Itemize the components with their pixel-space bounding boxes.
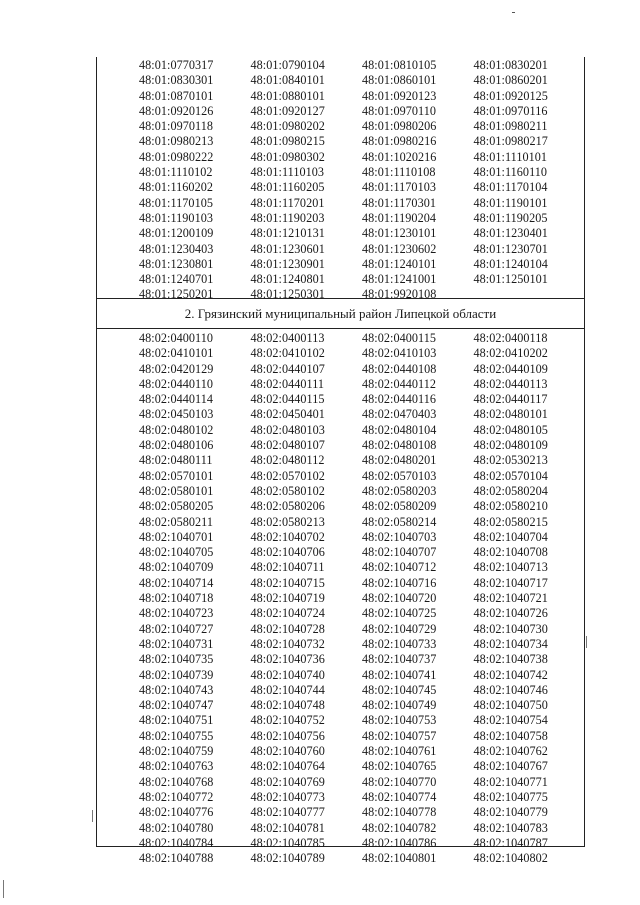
cadastral-number-cell: 48:01:0980222	[139, 149, 214, 164]
cadastral-number-cell: 48:02:0480102	[139, 422, 214, 437]
cadastral-number-cell: 48:02:0480107	[250, 438, 325, 453]
cadastral-number-cell: 48:02:1040743	[139, 682, 214, 697]
cadastral-number-cell: 48:02:0440117	[473, 392, 548, 407]
cadastral-number-cell: 48:01:1240701	[139, 272, 214, 287]
cadastral-number-cell: 48:02:0570104	[473, 468, 548, 483]
cadastral-number-cell: 48:01:0920127	[250, 103, 325, 118]
cadastral-number-cell: 48:02:1040756	[250, 728, 325, 743]
cadastral-number-cell: 48:02:0480201	[362, 453, 437, 468]
table-row	[96, 242, 585, 257]
cadastral-number-cell: 48:02:0480106	[139, 438, 214, 453]
cadastral-number-cell: 48:02:0400115	[362, 331, 437, 345]
cadastral-number-cell: 48:02:0410103	[362, 346, 437, 361]
cadastral-number-cell: 48:02:1040789	[250, 851, 325, 866]
cadastral-number-cell: 48:02:1040745	[362, 682, 437, 697]
table-row	[96, 515, 585, 530]
table-row	[96, 775, 585, 790]
cadastral-number-cell: 48:01:1110102	[139, 165, 213, 180]
table-row	[96, 438, 585, 453]
cadastral-number-cell: 48:02:1040730	[473, 621, 548, 636]
cadastral-number-cell: 48:02:0480108	[362, 438, 437, 453]
cadastral-number-cell: 48:02:0440113	[473, 376, 548, 391]
table-row	[96, 226, 585, 241]
table-row	[96, 196, 585, 211]
table-row	[96, 362, 585, 377]
table-row	[96, 545, 585, 560]
table-row	[96, 58, 585, 73]
cadastral-number-cell: 48:02:1040747	[139, 698, 214, 713]
cadastral-number-cell: 48:02:1040778	[362, 805, 437, 820]
cadastral-number-cell: 48:02:1040787	[473, 835, 548, 850]
cadastral-number-cell: 48:02:1040725	[362, 606, 437, 621]
cadastral-number-cell: 48:02:0440116	[362, 392, 437, 407]
cadastral-number-cell: 48:02:1040753	[362, 713, 437, 728]
cadastral-number-cell: 48:02:1040773	[250, 789, 325, 804]
cadastral-number-cell: 48:02:1040777	[250, 805, 325, 820]
cadastral-number-cell: 48:01:1160205	[250, 180, 325, 195]
cadastral-number-cell: 48:01:1230601	[250, 241, 325, 256]
cadastral-number-cell: 48:02:1040783	[473, 820, 548, 835]
table-row	[96, 150, 585, 165]
cadastral-number-cell: 48:02:0570101	[139, 468, 214, 483]
cadastral-number-cell: 48:01:1190103	[139, 210, 214, 225]
cadastral-number-cell: 48:02:0580214	[362, 514, 437, 529]
cadastral-number-cell: 48:01:0920125	[473, 88, 548, 103]
cadastral-number-cell: 48:02:1040802	[473, 851, 548, 866]
cadastral-number-cell: 48:02:1040711	[250, 560, 325, 575]
cadastral-number-cell: 48:02:1040735	[139, 652, 214, 667]
cadastral-number-cell: 48:02:1040703	[362, 529, 437, 544]
cadastral-number-cell: 48:02:0440115	[250, 392, 325, 407]
cadastral-number-cell: 48:01:0980211	[473, 119, 548, 134]
cadastral-number-cell: 48:01:1160110	[473, 165, 548, 180]
cadastral-number-cell: 48:02:0480103	[250, 422, 325, 437]
cadastral-number-cell: 48:02:1040769	[250, 774, 325, 789]
cadastral-number-cell: 48:02:0480104	[362, 422, 437, 437]
cadastral-number-cell: 48:02:1040752	[250, 713, 325, 728]
table-row	[96, 744, 585, 759]
cadastral-number-cell: 48:02:0570102	[250, 468, 325, 483]
table-row	[96, 729, 585, 744]
cadastral-number-cell: 48:01:0980216	[362, 134, 437, 149]
cadastral-number-cell: 48:01:1170201	[250, 195, 325, 210]
cadastral-number-cell: 48:01:0880101	[250, 88, 325, 103]
table-row	[96, 453, 585, 468]
cadastral-number-cell: 48:01:0980215	[250, 134, 325, 149]
cadastral-number-cell: 48:02:1040771	[473, 774, 548, 789]
cadastral-number-cell: 48:01:1241001	[362, 272, 437, 287]
cadastral-number-cell: 48:01:0860201	[473, 73, 548, 88]
cadastral-number-cell: 48:01:1190204	[362, 210, 437, 225]
cadastral-number-cell: 48:02:0580205	[139, 499, 214, 514]
cadastral-number-cell: 48:02:1040726	[473, 606, 548, 621]
cadastral-number-cell: 48:01:0970118	[139, 119, 214, 134]
cadastral-number-cell: 48:02:1040719	[250, 591, 325, 606]
cadastral-number-cell: 48:02:0450103	[139, 407, 214, 422]
cadastral-number-cell: 48:02:0440108	[362, 361, 437, 376]
table-row	[96, 759, 585, 774]
cadastral-number-cell: 48:02:0580101	[139, 483, 214, 498]
cadastral-number-cell: 48:02:1040707	[362, 545, 437, 560]
cadastral-number-cell: 48:01:1160202	[139, 180, 214, 195]
table-row	[96, 73, 585, 88]
cadastral-number-cell: 48:02:1040774	[362, 789, 437, 804]
table-row	[96, 576, 585, 591]
cadastral-number-cell: 48:02:1040724	[250, 606, 325, 621]
cadastral-number-cell: 48:02:1040720	[362, 591, 437, 606]
table-row	[96, 377, 585, 392]
cadastral-number-cell: 48:02:1040715	[250, 575, 325, 590]
table-row	[96, 484, 585, 499]
cadastral-number-cell: 48:02:0580209	[362, 499, 437, 514]
cadastral-number-cell: 48:02:1040781	[250, 820, 325, 835]
cadastral-number-cell: 48:02:1040728	[250, 621, 325, 636]
cadastral-number-cell: 48:01:1210131	[250, 226, 325, 241]
table-row	[96, 165, 585, 180]
cadastral-number-cell: 48:01:0860101	[362, 73, 437, 88]
cadastral-number-cell: 48:01:0970110	[362, 103, 437, 118]
cadastral-number-cell: 48:01:1240101	[362, 256, 437, 271]
cadastral-number-cell: 48:02:1040717	[473, 575, 548, 590]
scan-margin-mark	[92, 810, 93, 822]
cadastral-number-cell: 48:01:0980302	[250, 149, 325, 164]
cadastral-number-cell: 48:02:0400113	[250, 331, 325, 345]
cadastral-number-cell: 48:01:0920126	[139, 103, 214, 118]
table-row	[96, 622, 585, 637]
cadastral-number-cell: 48:02:1040748	[250, 698, 325, 713]
cadastral-number-cell: 48:02:1040729	[362, 621, 437, 636]
table-row	[96, 591, 585, 606]
cadastral-number-cell: 48:02:1040784	[139, 835, 214, 850]
cadastral-number-cell: 48:02:1040713	[473, 560, 548, 575]
cadastral-number-cell: 48:01:9920108	[362, 287, 437, 302]
cadastral-number-cell: 48:02:1040780	[139, 820, 214, 835]
cadastral-number-cell: 48:02:1040762	[473, 744, 548, 759]
table-row	[96, 134, 585, 149]
cadastral-number-cell: 48:01:1230401	[473, 226, 548, 241]
cadastral-number-cell: 48:02:1040706	[250, 545, 325, 560]
cadastral-number-cell: 48:01:1230801	[139, 256, 214, 271]
cadastral-number-cell: 48:01:1250301	[250, 287, 325, 302]
section-heading: 2. Грязинский муниципальный район Липецкой области	[184, 306, 497, 321]
cadastral-number-cell: 48:01:1200109	[139, 226, 214, 241]
cadastral-number-cell: 48:02:1040701	[139, 529, 214, 544]
cadastral-number-cell: 48:01:1190203	[250, 210, 325, 225]
cadastral-number-cell: 48:02:0400118	[473, 331, 548, 345]
table-row	[96, 104, 585, 119]
cadastral-number-cell: 48:02:0570103	[362, 468, 437, 483]
cadastral-number-cell: 48:02:1040734	[473, 636, 548, 651]
cadastral-number-cell: 48:02:1040785	[250, 835, 325, 850]
cadastral-number-cell: 48:01:0980206	[362, 119, 437, 134]
cadastral-number-cell: 48:02:1040737	[362, 652, 437, 667]
cadastral-number-cell: 48:02:0480109	[473, 438, 548, 453]
table-row	[96, 805, 585, 820]
cadastral-number-cell: 48:02:1040736	[250, 652, 325, 667]
cadastral-number-cell: 48:02:1040788	[139, 851, 214, 866]
table-row	[96, 407, 585, 422]
table-row	[96, 652, 585, 667]
cadastral-number-cell: 48:01:1230701	[473, 241, 548, 256]
cadastral-number-cell: 48:01:1170104	[473, 180, 548, 195]
cadastral-number-cell: 48:02:1040801	[362, 851, 437, 866]
table-row	[96, 89, 585, 104]
cadastral-number-cell: 48:02:1040705	[139, 545, 214, 560]
cadastral-number-cell: 48:01:0970116	[473, 103, 548, 118]
table-row	[96, 469, 585, 484]
cadastral-number-cell: 48:02:1040742	[473, 667, 548, 682]
table-row	[96, 790, 585, 805]
cadastral-number-cell: 48:02:1040749	[362, 698, 437, 713]
cadastral-number-cell: 48:02:0480111	[139, 453, 213, 468]
cadastral-number-cell: 48:01:0870101	[139, 88, 214, 103]
cadastral-number-cell: 48:01:0830301	[139, 73, 214, 88]
cadastral-number-cell: 48:02:1040767	[473, 759, 548, 774]
table-row	[96, 272, 585, 287]
cadastral-number-cell: 48:02:1040733	[362, 636, 437, 651]
cadastral-number-cell: 48:01:1110103	[250, 165, 325, 180]
cadastral-number-cell: 48:02:1040723	[139, 606, 214, 621]
table-row	[96, 851, 585, 866]
table-row	[96, 346, 585, 361]
cadastral-number-cell: 48:01:1240104	[473, 256, 548, 271]
cadastral-number-cell: 48:02:1040757	[362, 728, 437, 743]
cadastral-number-cell: 48:01:0980217	[473, 134, 548, 149]
cadastral-number-cell: 48:02:0440114	[139, 392, 214, 407]
cadastral-table-section-1	[96, 58, 585, 303]
cadastral-number-cell: 48:01:0920123	[362, 88, 437, 103]
cadastral-number-cell: 48:02:0480105	[473, 422, 548, 437]
cadastral-number-cell: 48:02:1040712	[362, 560, 437, 575]
cadastral-number-cell: 48:01:1230901	[250, 256, 325, 271]
cadastral-number-cell: 48:02:0420129	[139, 361, 214, 376]
cadastral-number-cell: 48:02:0480101	[473, 407, 548, 422]
cadastral-number-cell: 48:01:1190101	[473, 195, 548, 210]
table-row	[96, 499, 585, 514]
cadastral-number-cell: 48:02:1040772	[139, 789, 214, 804]
cadastral-number-cell: 48:02:1040776	[139, 805, 214, 820]
cadastral-number-cell: 48:01:0790104	[250, 58, 325, 72]
table-row	[96, 836, 585, 851]
cadastral-number-cell: 48:01:0810105	[362, 58, 437, 72]
cadastral-number-cell: 48:02:1040746	[473, 682, 548, 697]
table-row	[96, 257, 585, 272]
cadastral-number-cell: 48:02:1040782	[362, 820, 437, 835]
table-row	[96, 698, 585, 713]
cadastral-number-cell: 48:01:1250201	[139, 287, 214, 302]
cadastral-number-cell: 48:02:1040779	[473, 805, 548, 820]
cadastral-number-cell: 48:02:1040770	[362, 774, 437, 789]
cadastral-number-cell: 48:01:0980202	[250, 119, 325, 134]
cadastral-number-cell: 48:01:1020216	[362, 149, 437, 164]
cadastral-number-cell: 48:02:1040740	[250, 667, 325, 682]
cadastral-number-cell: 48:02:0580206	[250, 499, 325, 514]
cadastral-number-cell: 48:02:0400110	[139, 331, 214, 345]
scan-margin-mark	[586, 636, 587, 648]
cadastral-number-cell: 48:02:0440112	[362, 376, 437, 391]
cadastral-number-cell: 48:02:1040739	[139, 667, 214, 682]
cadastral-number-cell: 48:02:1040768	[139, 774, 214, 789]
cadastral-number-cell: 48:02:1040759	[139, 744, 214, 759]
cadastral-number-cell: 48:01:1110101	[473, 149, 548, 164]
cadastral-number-cell: 48:02:1040763	[139, 759, 214, 774]
cadastral-number-cell: 48:01:1110108	[362, 165, 436, 180]
scan-margin-mark	[3, 880, 4, 898]
cadastral-number-cell: 48:02:0580211	[139, 514, 214, 529]
cadastral-number-cell: 48:02:1040750	[473, 698, 548, 713]
cadastral-number-cell: 48:01:0840101	[250, 73, 325, 88]
table-row	[96, 637, 585, 652]
cadastral-number-cell: 48:02:1040709	[139, 560, 214, 575]
cadastral-number-cell: 48:02:1040716	[362, 575, 437, 590]
cadastral-number-cell: 48:02:0580102	[250, 483, 325, 498]
cadastral-number-cell: 48:01:1250101	[473, 272, 548, 287]
table-row	[96, 560, 585, 575]
cadastral-number-cell: 48:02:1040754	[473, 713, 548, 728]
cadastral-number-cell: 48:02:0440111	[250, 376, 325, 391]
cadastral-number-cell: 48:02:1040731	[139, 636, 214, 651]
cadastral-number-cell: 48:02:0470403	[362, 407, 437, 422]
cadastral-number-cell: 48:01:0830201	[473, 58, 548, 72]
cadastral-number-cell: 48:02:1040758	[473, 728, 548, 743]
cadastral-number-cell: 48:02:0440107	[250, 361, 325, 376]
cadastral-number-cell: 48:02:1040764	[250, 759, 325, 774]
cadastral-number-cell: 48:02:0410202	[473, 346, 548, 361]
cadastral-number-cell: 48:02:1040760	[250, 744, 325, 759]
table-row	[96, 180, 585, 195]
cadastral-number-cell: 48:02:0410101	[139, 346, 214, 361]
cadastral-number-cell: 48:01:0980213	[139, 134, 214, 149]
table-divider-heading	[96, 328, 585, 329]
cadastral-number-cell: 48:02:0450401	[250, 407, 325, 422]
cadastral-number-cell: 48:02:0440109	[473, 361, 548, 376]
cadastral-number-cell: 48:02:0480112	[250, 453, 325, 468]
cadastral-number-cell: 48:02:1040718	[139, 591, 214, 606]
cadastral-number-cell: 48:02:1040721	[473, 591, 548, 606]
cadastral-number-cell: 48:02:1040714	[139, 575, 214, 590]
cadastral-number-cell: 48:02:0410102	[250, 346, 325, 361]
table-row	[96, 606, 585, 621]
cadastral-number-cell: 48:02:1040732	[250, 636, 325, 651]
cadastral-number-cell: 48:02:1040741	[362, 667, 437, 682]
cadastral-number-cell: 48:02:1040761	[362, 744, 437, 759]
scan-speck	[512, 12, 515, 13]
cadastral-number-cell: 48:02:1040727	[139, 621, 214, 636]
cadastral-number-cell: 48:02:0580204	[473, 483, 548, 498]
cadastral-number-cell: 48:01:1230101	[362, 226, 437, 241]
cadastral-number-cell: 48:02:1040786	[362, 835, 437, 850]
table-row	[96, 211, 585, 226]
cadastral-number-cell: 48:02:1040775	[473, 789, 548, 804]
table-row	[96, 392, 585, 407]
cadastral-number-cell: 48:02:0580213	[250, 514, 325, 529]
cadastral-number-cell: 48:02:1040708	[473, 545, 548, 560]
cadastral-number-cell: 48:01:1230403	[139, 241, 214, 256]
cadastral-number-cell: 48:02:0580210	[473, 499, 548, 514]
cadastral-number-cell: 48:02:1040738	[473, 652, 548, 667]
table-row	[96, 713, 585, 728]
cadastral-number-cell: 48:01:1170105	[139, 195, 214, 210]
table-row	[96, 530, 585, 545]
table-row	[96, 668, 585, 683]
cadastral-number-cell: 48:02:1040751	[139, 713, 214, 728]
cadastral-table-section-2	[96, 331, 585, 866]
table-row	[96, 119, 585, 134]
table-row	[96, 683, 585, 698]
cadastral-number-cell: 48:02:1040702	[250, 529, 325, 544]
cadastral-number-cell: 48:01:1230602	[362, 241, 437, 256]
cadastral-number-cell: 48:01:0770317	[139, 58, 214, 72]
cadastral-number-cell: 48:02:0580203	[362, 483, 437, 498]
cadastral-number-cell: 48:02:0580215	[473, 514, 548, 529]
cadastral-number-cell: 48:02:1040755	[139, 728, 214, 743]
cadastral-number-cell: 48:01:1170103	[362, 180, 437, 195]
table-row	[96, 821, 585, 836]
table-row	[96, 331, 585, 346]
cadastral-number-cell: 48:02:1040704	[473, 529, 548, 544]
cadastral-number-cell: 48:02:1040765	[362, 759, 437, 774]
cadastral-number-cell: 48:01:1190205	[473, 210, 548, 225]
cadastral-number-cell: 48:01:1170301	[362, 195, 437, 210]
cadastral-number-cell: 48:02:0530213	[473, 453, 548, 468]
cadastral-number-cell: 48:02:0440110	[139, 376, 214, 391]
cadastral-number-cell: 48:01:1240801	[250, 272, 325, 287]
table-row	[96, 423, 585, 438]
cadastral-number-cell: 48:02:1040744	[250, 682, 325, 697]
